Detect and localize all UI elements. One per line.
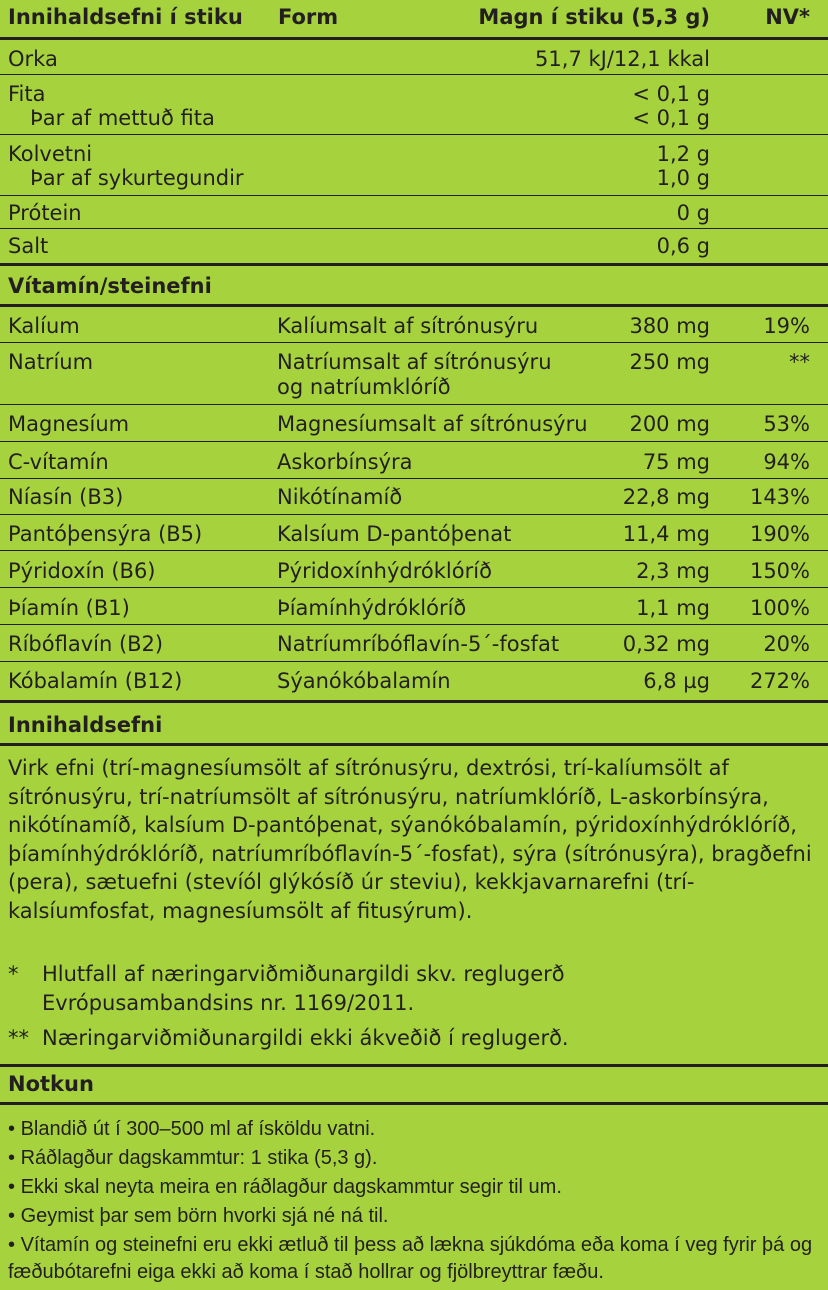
vitamin-amount: 22,8 mg: [622, 485, 710, 509]
divider: [0, 404, 828, 405]
vitamin-name: Magnesíum: [8, 412, 130, 436]
vitamin-amount: 2,3 mg: [636, 559, 710, 583]
header-amount: Magn í stiku (5,3 g): [478, 5, 710, 29]
footnote-mark: **: [8, 1026, 29, 1050]
vitamin-amount: 11,4 mg: [622, 522, 710, 546]
nutrition-name: Salt: [8, 234, 49, 258]
divider: [0, 478, 828, 479]
vitamin-name: Ríbóflavín (B2): [8, 632, 164, 656]
divider: [0, 304, 828, 307]
vitamin-amount: 0,32 mg: [622, 632, 710, 656]
divider: [0, 514, 828, 515]
vitamin-form: Askorbínsýra: [277, 450, 413, 474]
usage-item: • Vítamín og steinefni eru ekki ætluð til þess að lækna sjúkdóma eða koma í veg fyrir þá og fæðubótarefni eiga ekki að koma í stað hollrar og fjölbreyttrar fæðu.: [8, 1234, 813, 1283]
vitamin-form: Natríumríbóflavín-5´-fosfat: [277, 632, 560, 656]
footnote-text: Næringarviðmiðunargildi ekki ákveðið í reglugerð.: [42, 1026, 569, 1050]
vitamin-name: Pýridoxín (B6): [8, 559, 156, 583]
header-ingredient: Innihaldsefni í stiku: [8, 5, 243, 29]
vitamin-nv: 143%: [749, 485, 810, 509]
vitamin-amount: 250 mg: [629, 350, 710, 374]
nutrition-name: Prótein: [8, 201, 82, 225]
usage-item: • Ráðlagður dagskammtur: 1 stika (5,3 g).: [8, 1147, 378, 1169]
footnote-mark: *: [8, 962, 19, 986]
divider: [0, 74, 828, 75]
nutrition-subname: Þar af mettuð fita: [30, 106, 215, 130]
divider: [0, 1102, 828, 1105]
vitamin-form: Natríumsalt af sítrónusýru: [277, 350, 552, 374]
footnote-text: Hlutfall af næringarviðmiðunargildi skv. reglugerð Evrópusambandsins nr. 1169/2011.: [42, 962, 565, 1015]
nutrition-value: < 0,1 g: [632, 82, 710, 106]
vitamin-form: Kalsíum D-pantóþenat: [277, 522, 512, 546]
vitamin-name: Níasín (B3): [8, 485, 124, 509]
vitamin-nv: 53%: [763, 412, 810, 436]
divider: [0, 134, 828, 135]
vitamin-form: Þíamínhýdróklóríð: [277, 596, 467, 620]
divider: [0, 743, 828, 746]
vitamin-nv: 100%: [749, 596, 810, 620]
divider: [0, 700, 828, 703]
divider: [0, 624, 828, 625]
vitamin-form: Magnesíumsalt af sítrónusýru: [277, 412, 588, 436]
divider: [0, 342, 828, 343]
nutrition-name: Orka: [8, 47, 58, 71]
usage-heading: Notkun: [8, 1072, 94, 1096]
nutrition-value: 0,6 g: [656, 234, 710, 258]
vitamin-name: Kalíum: [8, 314, 80, 338]
nutrition-value: 0 g: [676, 201, 710, 225]
nutrition-value: 51,7 kJ/12,1 kkal: [535, 47, 710, 71]
divider: [0, 441, 828, 442]
vitamin-amount: 1,1 mg: [636, 596, 710, 620]
nutrition-value: 1,0 g: [656, 166, 710, 190]
divider: [0, 550, 828, 551]
vitamin-amount: 380 mg: [629, 314, 710, 338]
usage-item: • Blandið út í 300–500 ml af ísköldu vatni.: [8, 1118, 376, 1140]
vitamin-form: Kalíumsalt af sítrónusýru: [277, 314, 539, 338]
vitamin-amount: 75 mg: [642, 450, 710, 474]
vitamins-heading: Vítamín/steinefni: [8, 274, 212, 298]
header-nv: NV*: [765, 5, 810, 29]
divider: [0, 1064, 828, 1067]
vitamin-nv: 190%: [749, 522, 810, 546]
vitamin-nv: 20%: [763, 632, 810, 656]
ingredients-heading: Innihaldsefni: [8, 713, 163, 737]
divider: [0, 228, 828, 229]
divider: [0, 195, 828, 196]
vitamin-form-line2: og natríumklóríð: [277, 375, 451, 399]
vitamin-nv: 150%: [749, 559, 810, 583]
usage-item: • Ekki skal neyta meira en ráðlagður dagskammtur segir til um.: [8, 1176, 562, 1198]
vitamin-name: C-vítamín: [8, 450, 109, 474]
vitamin-form: Nikótínamíð: [277, 485, 403, 509]
header-form: Form: [278, 5, 339, 29]
vitamin-form: Pýridoxínhýdróklóríð: [277, 559, 492, 583]
vitamin-amount: 6,8 µg: [643, 669, 710, 693]
divider: [0, 263, 828, 266]
vitamin-name: Pantóþensýra (B5): [8, 522, 203, 546]
nutrition-name: Fita: [8, 82, 46, 106]
ingredients-text: Virk efni (trí-magnesíumsölt af sítrónusýru, dextrósi, trí-kalíumsölt af sítrónusýru, trí-natríumsölt af sítrónusýru, natríumklóríð, L-askorbínsýra, nikótínamíð, kalsíum D-pantóþenat, sýanókóbalamín, pýridoxínhýdróklóríð, þíamínhýdróklóríð, natríumríbóflavín-5´-fosfat), sýra (sítrónusýra), bragðefni (pera), sætuefni (stevíól glýkósíð úr steviu), kekkjavarnarefni (trí-kalsíumfosfat, magnesíumsölt af fitusýrum).: [8, 756, 812, 923]
nutrition-subname: Þar af sykurtegundir: [30, 166, 244, 190]
nutrition-name: Kolvetni: [8, 142, 93, 166]
vitamin-form: Sýanókóbalamín: [277, 669, 451, 693]
nutrition-value: 1,2 g: [656, 142, 710, 166]
vitamin-name: Þíamín (B1): [8, 596, 130, 620]
divider: [0, 587, 828, 588]
nutrition-value: < 0,1 g: [632, 106, 710, 130]
divider: [0, 37, 828, 40]
usage-item: • Geymist þar sem börn hvorki sjá né ná til.: [8, 1205, 389, 1227]
vitamin-name: Kóbalamín (B12): [8, 669, 183, 693]
vitamin-nv: **: [789, 350, 810, 374]
vitamin-nv: 19%: [763, 314, 810, 338]
vitamin-nv: 94%: [763, 450, 810, 474]
divider: [0, 661, 828, 662]
vitamin-name: Natríum: [8, 350, 94, 374]
vitamin-nv: 272%: [749, 669, 810, 693]
vitamin-amount: 200 mg: [629, 412, 710, 436]
